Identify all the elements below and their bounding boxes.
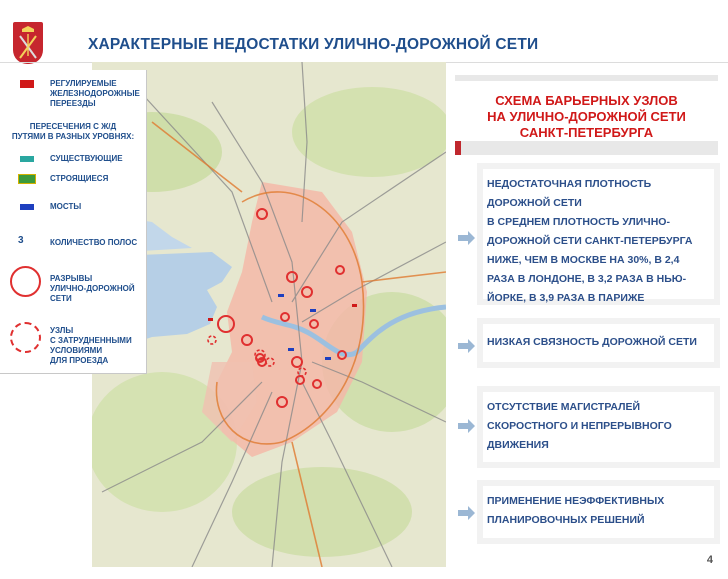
page-number: 4 xyxy=(706,554,713,566)
legend-intersections-heading: ПЕРЕСЕЧЕНИЯ С Ж/Д ПУТЯМИ В РАЗНЫХ УРОВНЯХ: xyxy=(11,122,135,141)
card-planning: ПРИМЕНЕНИЕ НЕЭФФЕКТИВНЫХ ПЛАНИРОВОЧНЫХ РЕШЕНИЙ xyxy=(477,480,720,544)
arrow-right-icon xyxy=(458,230,476,246)
legend-bridges: МОСТЫ xyxy=(50,202,82,211)
legend-gaps: РАЗРЫВЫ УЛИЧНО-ДОРОЖНОЙ СЕТИ xyxy=(50,274,135,303)
legend-regulated-crossings: РЕГУЛИРУЕМЫЕ ЖЕЛЕЗНОДОРОЖНЫЕ ПЕРЕЕЗДЫ xyxy=(50,79,140,108)
existing-swatch xyxy=(20,156,34,162)
card-connectivity: НИЗКАЯ СВЯЗНОСТЬ ДОРОЖНОЙ СЕТИ xyxy=(477,318,720,368)
legend-under-construction: СТРОЯЩИЕСЯ xyxy=(50,174,109,183)
difficult-node-icon xyxy=(10,322,41,353)
schema-footer-bar xyxy=(455,141,718,155)
schema-title: СХЕМА БАРЬЕРНЫХ УЗЛОВ НА УЛИЧНО-ДОРОЖНОЙ СЕТИ САНКТ-ПЕТЕРБУРГА xyxy=(487,93,686,140)
legend-difficult-nodes: УЗЛЫ С ЗАТРУДНЕННЫМИ УСЛОВИЯМИ ДЛЯ ПРОЕЗДА xyxy=(50,326,132,365)
schema-red-accent xyxy=(455,141,461,155)
card-density: НЕДОСТАТОЧНАЯ ПЛОТНОСТЬ ДОРОЖНОЙ СЕТИ В СРЕДНЕМ ПЛОТНОСТЬ УЛИЧНО- ДОРОЖНОЙ СЕТИ САНКТ-ПЕТЕРБУРГА НИЖЕ, ЧЕМ В МОСКВЕ НА 30%, В 2,4 РАЗА В ЛОНДОНЕ, В 3,2 РАЗА В НЬЮ- ЙОРКЕ, В 3,9 РАЗА В ПАРИЖЕ xyxy=(477,163,720,305)
schema-title-block xyxy=(455,75,718,155)
schema-header-bar xyxy=(455,75,718,81)
lanes-number: 3 xyxy=(18,235,24,246)
arrow-right-icon xyxy=(458,338,476,354)
legend-existing: СУЩЕСТВУЮЩИЕ xyxy=(50,154,123,163)
card-highways: ОТСУТСТВИЕ МАГИСТРАЛЕЙ СКОРОСТНОГО И НЕПРЕРЫВНОГО ДВИЖЕНИЯ xyxy=(477,386,720,468)
legend-lanes: КОЛИЧЕСТВО ПОЛОС xyxy=(50,238,138,247)
coat-of-arms-icon xyxy=(13,22,43,64)
regulated-crossing-swatch xyxy=(20,80,34,88)
page-title: ХАРАКТЕРНЫЕ НЕДОСТАТКИ УЛИЧНО-ДОРОЖНОЙ СЕТИ xyxy=(88,36,539,53)
gap-circle-icon xyxy=(10,266,41,297)
arrow-right-icon xyxy=(458,418,476,434)
map-legend xyxy=(0,70,147,374)
under-construction-swatch xyxy=(18,174,36,184)
bridges-swatch xyxy=(20,204,34,210)
arrow-right-icon xyxy=(458,505,476,521)
